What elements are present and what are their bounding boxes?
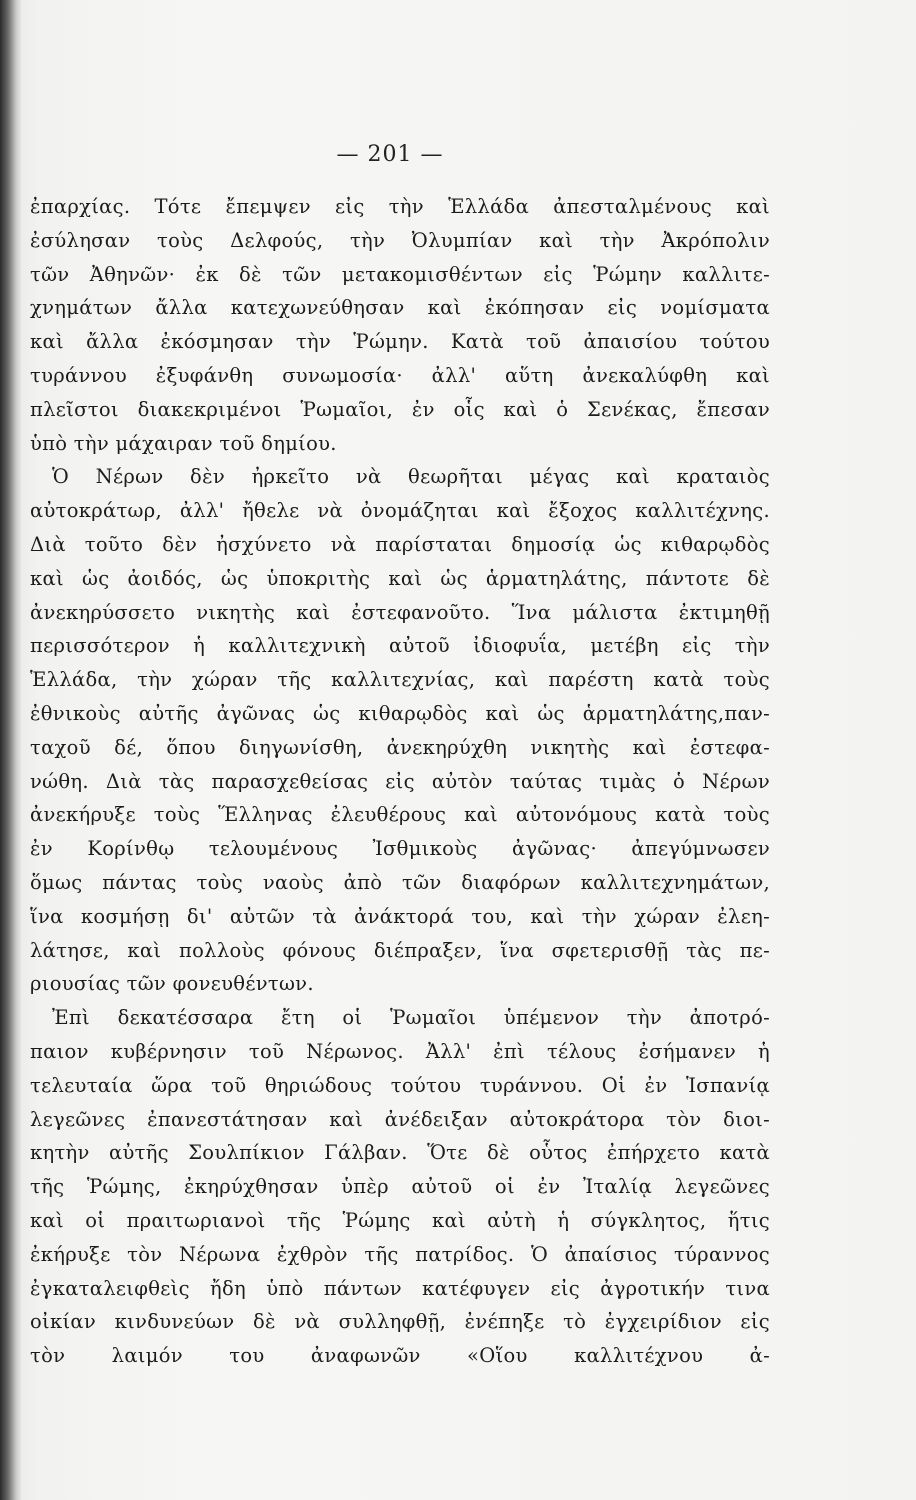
text-line: τῆς Ῥώμης, ἐκηρύχθησαν ὑπὲρ αὐτοῦ οἱ ἐν Ἰταλίᾳ λεγεῶνες xyxy=(30,1175,770,1199)
text-line: ἐπαρχίας. Τότε ἔπεμψεν εἰς τὴν Ἑλλάδα ἀπεσταλμένους καὶ xyxy=(30,195,770,218)
text-line: ταχοῦ δέ, ὅπου διηγωνίσθη, ἀνεκηρύχθη νικητὴς καὶ ἐστεφα- xyxy=(30,735,770,759)
text-line: λεγεῶνες ἐπανεστάτησαν καὶ ἀνέδειξαν αὐτοκράτορα τὸν διοι- xyxy=(30,1107,770,1131)
text-line: καὶ οἱ πραιτωριανοὶ τῆς Ῥώμης καὶ αὐτὴ ἡ σύγκλητος, ἥτις xyxy=(30,1208,770,1232)
text-line: ἐγκαταλειφθεὶς ἤδη ὑπὸ πάντων κατέφυγεν εἰς ἀγροτικήν τινα xyxy=(30,1276,770,1300)
text-line: ὑπὸ τὴν μάχαιραν τοῦ δημίου. xyxy=(30,431,337,455)
text-line: ἐν Κορίνθῳ τελουμένους Ἰσθμικοὺς ἀγῶνας· ἀπεγύμνωσεν xyxy=(30,837,770,861)
text-line: Ἐπὶ δεκατέσσαρα ἔτη οἱ Ῥωμαῖοι ὑπέμενον τὴν ἀποτρό- xyxy=(52,1006,770,1030)
text-line: τυράννου ἐξυφάνθη συνωμοσία· ἀλλ' αὕτη ἀνεκαλύφθη καὶ xyxy=(30,363,770,387)
binding-gutter-shadow xyxy=(0,0,22,1500)
page-number: — 201 — xyxy=(336,142,444,167)
text-line: περισσότερον ἡ καλλιτεχνικὴ αὐτοῦ ἰδιοφυΐα, μετέβη εἰς τὴν xyxy=(30,634,770,658)
text-line: ἀνεκηρύσσετο νικητὴς καὶ ἐστεφανοῦτο. Ἵνα μάλιστα ἐκτιμηθῇ xyxy=(30,600,770,624)
text-line: κητὴν αὐτῆς Σουλπίκιον Γάλβαν. Ὅτε δὲ οὗτος ἐπήρχετο κατὰ xyxy=(30,1141,770,1165)
text-line: ἐσύλησαν τοὺς Δελφούς, τὴν Ὀλυμπίαν καὶ τὴν Ἀκρόπολιν xyxy=(30,228,770,252)
text-line: χνημάτων ἄλλα κατεχωνεύθησαν καὶ ἐκόπησαν εἰς νομίσματα xyxy=(30,296,770,320)
text-line: παιον κυβέρνησιν τοῦ Νέρωνος. Ἀλλ' ἐπὶ τέλους ἐσήμανεν ἡ xyxy=(30,1039,770,1063)
text-line: πλεῖστοι διακεκριμένοι Ῥωμαῖοι, ἐν οἷς καὶ ὁ Σενέκας, ἔπεσαν xyxy=(30,397,770,421)
text-line: καὶ ὡς ἀοιδός, ὡς ὑποκριτὴς καὶ ὡς ἁρματηλάτης, πάντοτε δὲ xyxy=(30,566,770,590)
body-text xyxy=(30,190,770,1373)
text-line: τὸν λαιμόν του ἀναφωνῶν «Οἵου καλλιτέχνου ἀ- xyxy=(30,1344,770,1368)
text-line: τελευταία ὥρα τοῦ θηριώδους τούτου τυράννου. Οἱ ἐν Ἱσπανίᾳ xyxy=(30,1073,770,1097)
text-line: λάτησε, καὶ πολλοὺς φόνους διέπραξεν, ἵνα σφετερισθῇ τὰς πε- xyxy=(30,938,770,962)
text-line: τῶν Ἀθηνῶν· ἐκ δὲ τῶν μετακομισθέντων εἰς Ῥώμην καλλιτε- xyxy=(30,262,770,286)
text-line: οἰκίαν κινδυνεύων δὲ νὰ συλληφθῇ, ἐνέπηξε τὸ ἐγχειρίδιον εἰς xyxy=(30,1310,770,1334)
text-line: Ὁ Νέρων δὲν ἠρκεῖτο νὰ θεωρῆται μέγας καὶ κραταιὸς xyxy=(52,465,770,489)
text-line: Διὰ τοῦτο δὲν ἠσχύνετο νὰ παρίσταται δημοσίᾳ ὡς κιθαρῳδὸς xyxy=(30,532,770,556)
text-line: Ἑλλάδα, τὴν χώραν τῆς καλλιτεχνίας, καὶ παρέστη κατὰ τοὺς xyxy=(30,668,770,692)
text-line: καὶ ἄλλα ἐκόσμησαν τὴν Ῥώμην. Κατὰ τοῦ ἀπαισίου τούτου xyxy=(30,330,770,354)
text-line: ἐκήρυξε τὸν Νέρωνα ἐχθρὸν τῆς πατρίδος. Ὁ ἀπαίσιος τύραννος xyxy=(30,1242,770,1266)
text-line: νώθη. Διὰ τὰς παρασχεθείσας εἰς αὐτὸν ταύτας τιμὰς ὁ Νέρων xyxy=(30,769,770,793)
text-line: ριουσίας τῶν φονευθέντων. xyxy=(30,972,314,996)
text-line: ἐθνικοὺς αὐτῆς ἀγῶνας ὡς κιθαρῳδὸς καὶ ὡς ἁρματηλάτης,παν- xyxy=(30,701,770,725)
text-line: αὐτοκράτωρ, ἀλλ' ἤθελε νὰ ὀνομάζηται καὶ ἔξοχος καλλιτέχνης. xyxy=(30,499,770,523)
text-line: ἵνα κοσμήσῃ δι' αὐτῶν τὰ ἀνάκτορά του, καὶ τὴν χώραν ἐλεη- xyxy=(30,904,770,928)
text-line: ἀνεκήρυξε τοὺς Ἕλληνας ἐλευθέρους καὶ αὐτονόμους κατὰ τοὺς xyxy=(30,803,770,827)
text-line: ὅμως πάντας τοὺς ναοὺς ἀπὸ τῶν διαφόρων καλλιτεχνημάτων, xyxy=(30,870,770,894)
